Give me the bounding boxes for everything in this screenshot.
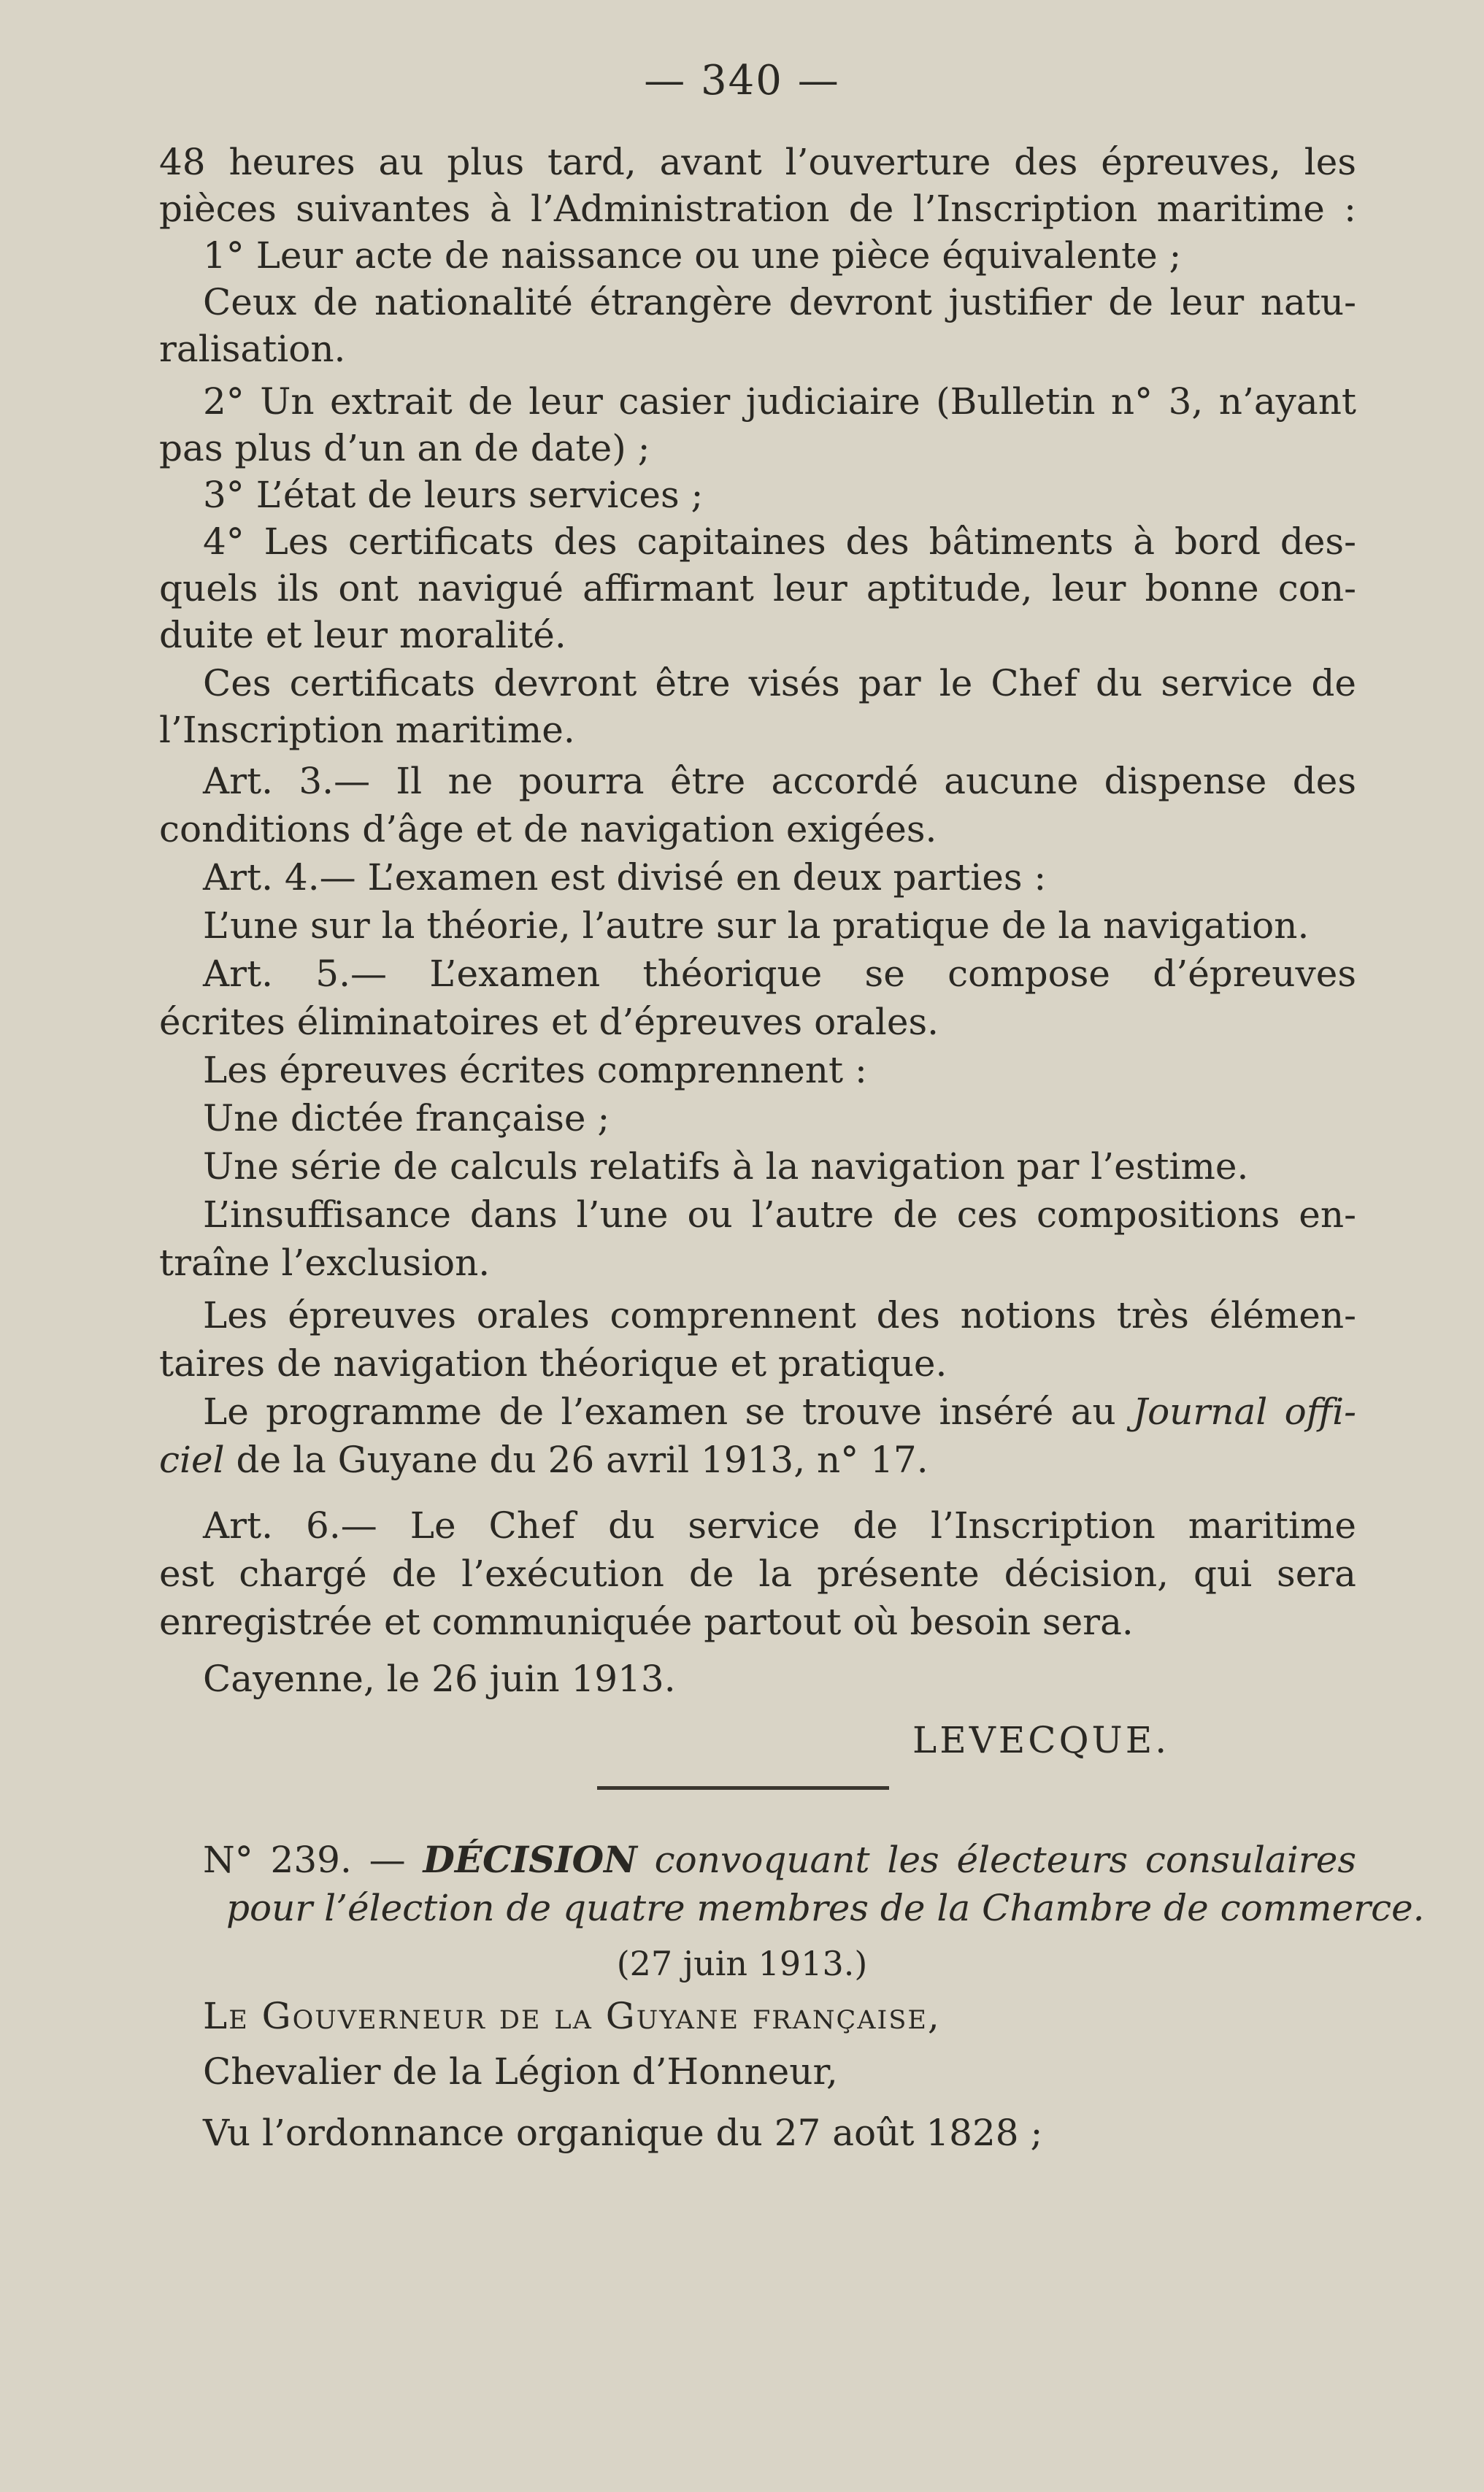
- text-line: Ces certificats devront être visés par le Chef du service de: [203, 662, 1356, 704]
- text-segment: de la Guyane du 26 avril 1913, n° 17.: [224, 1439, 929, 1481]
- text-line: conditions d’âge et de navigation exigées.: [159, 808, 937, 850]
- text-line: [203, 1388, 1356, 1435]
- decision-number: N° 239. —: [203, 1839, 423, 1881]
- text-line: Art. 3.— Il ne pourra être accordé aucune dispense des: [203, 760, 1356, 802]
- text-line: [159, 1437, 1356, 1483]
- text-line: Une série de calculs relatifs à la navigation par l’estime.: [203, 1145, 1249, 1188]
- text-line: pièces suivantes à l’Administration de l’Inscription maritime :: [159, 188, 1356, 230]
- text-line: duite et leur moralité.: [159, 614, 566, 656]
- text-line: ralisation.: [159, 328, 346, 370]
- text-line: est chargé de l’exécution de la présente décision, qui sera: [159, 1553, 1356, 1595]
- text-segment: Le programme de l’examen se trouve inséré au: [203, 1391, 1134, 1433]
- text-line: écrites éliminatoires et d’épreuves orales.: [159, 1001, 939, 1043]
- chevalier-line: Chevalier de la Légion d’Honneur,: [203, 2050, 838, 2093]
- separator-rule: [597, 1786, 889, 1790]
- text-line: 4° Les certificats des capitaines des bâtiments à bord des-: [203, 520, 1356, 563]
- text-line: 1° Leur acte de naissance ou une pièce équivalente ;: [203, 234, 1182, 277]
- text-line: Ceux de nationalité étrangère devront justifier de leur natu-: [203, 281, 1356, 323]
- text-line: pas plus d’un an de date) ;: [159, 427, 650, 469]
- decision-date: (27 juin 1913.): [616, 1944, 868, 1983]
- text-line: traîne l’exclusion.: [159, 1242, 491, 1284]
- decision-subtitle-line: pour l’élection de quatre membres de la Chambre de commerce.: [226, 1887, 1425, 1929]
- page-number: — 340 —: [644, 57, 840, 104]
- text-line: Les épreuves écrites comprennent :: [203, 1049, 867, 1091]
- text-line: Art. 4.— L’examen est divisé en deux parties :: [203, 856, 1047, 899]
- text-line: quels ils ont navigué affirmant leur aptitude, leur bonne con-: [159, 567, 1356, 609]
- text-line: Les épreuves orales comprennent des notions très élémen-: [203, 1294, 1356, 1337]
- journal-title-end: ciel: [159, 1439, 225, 1481]
- text-line: 2° Un extrait de leur casier judiciaire (Bulletin n° 3, n’ayant: [203, 380, 1356, 423]
- decision-heading: [203, 1837, 1356, 1883]
- ordonnance-line: Vu l’ordonnance organique du 27 août 1828 ;: [203, 2112, 1043, 2154]
- text-line: 48 heures au plus tard, avant l’ouverture des épreuves, les: [159, 141, 1356, 183]
- text-line: l’Inscription maritime.: [159, 709, 575, 751]
- text-line: Art. 5.— L’examen théorique se compose d’épreuves: [203, 953, 1356, 995]
- text-line: Cayenne, le 26 juin 1913.: [203, 1658, 676, 1700]
- governor-line: Le Gouverneur de la Guyane française,: [203, 1995, 941, 2037]
- decision-title: DÉCISION: [423, 1838, 637, 1881]
- text-line: Une dictée française ;: [203, 1097, 610, 1139]
- journal-title: Journal offi-: [1133, 1391, 1357, 1433]
- text-line: enregistrée et communiquée partout où besoin sera.: [159, 1601, 1134, 1643]
- text-line: 3° L’état de leurs services ;: [203, 474, 704, 516]
- text-line: L’une sur la théorie, l’autre sur la pratique de la navigation.: [203, 904, 1310, 947]
- text-line: L’insuffisance dans l’une ou l’autre de ces compositions en-: [203, 1193, 1356, 1236]
- decision-subtitle: convoquant les électeurs consulaires: [637, 1839, 1357, 1881]
- text-line: taires de navigation théorique et pratique.: [159, 1342, 947, 1385]
- text-line: Art. 6.— Le Chef du service de l’Inscription maritime: [203, 1504, 1356, 1547]
- signature: LEVECQUE.: [912, 1719, 1170, 1761]
